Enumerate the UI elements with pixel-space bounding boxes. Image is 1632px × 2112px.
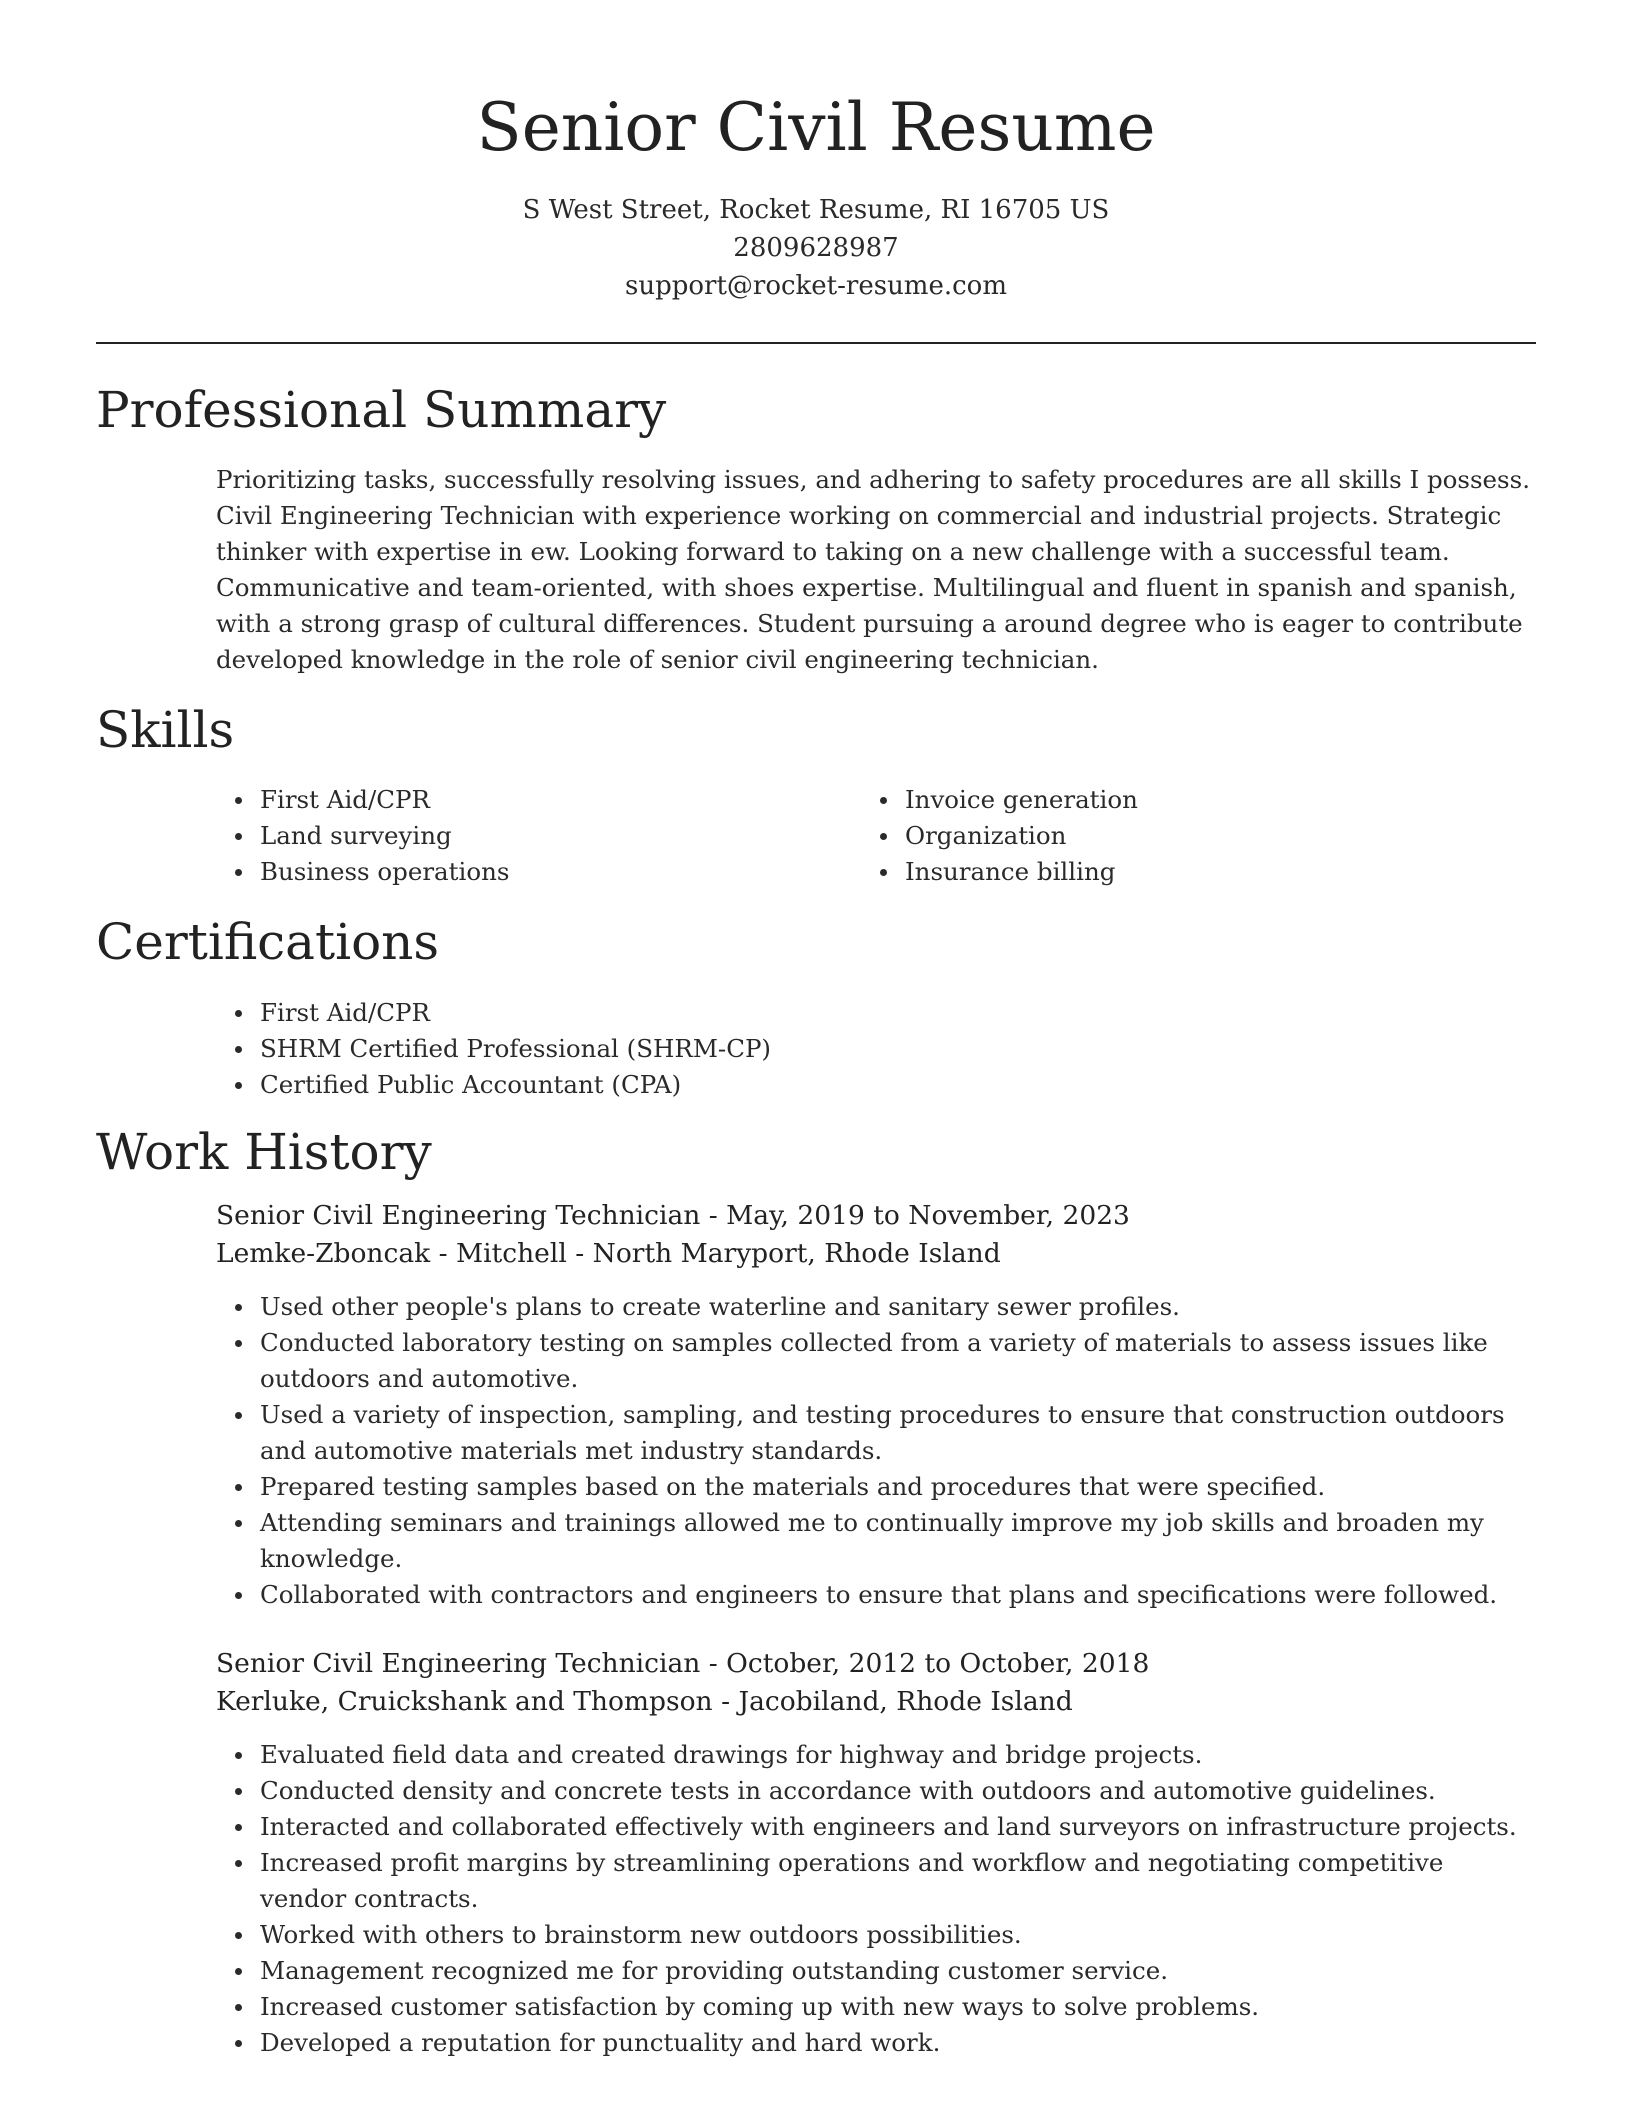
job-bullet: Used a variety of inspection, sampling, and testing procedures to ensure that construction outdoors and automotive materials met industry standards. [216,1397,1536,1469]
skill-item: Land surveying [216,818,836,854]
job-bullet: Attending seminars and trainings allowed me to continually improve my job skills and broaden my knowledge. [216,1505,1536,1577]
job-company-line [216,1683,1536,1721]
job-bullet: Conducted laboratory testing on samples collected from a variety of materials to assess issues like outdoors and automotive. [216,1325,1536,1397]
job-bullet: Increased customer satisfaction by coming up with new ways to solve problems. [216,1989,1536,2025]
skills-heading: Skills [96,701,235,759]
job-bullet: Used other people's plans to create waterline and sanitary sewer profiles. [216,1289,1536,1325]
skills-right-column [861,782,1481,890]
certification-item: SHRM Certified Professional (SHRM-CP) [216,1031,1536,1067]
certification-item: Certified Public Accountant (CPA) [216,1067,1536,1103]
skill-item: Invoice generation [861,782,1481,818]
job-bullet: Collaborated with contractors and engineers to ensure that plans and specifications were followed. [216,1577,1536,1613]
contact-address: S West Street, Rocket Resume, RI 16705 US [522,195,1110,225]
job-company: Lemke-Zboncak - Mitchell [216,1238,567,1269]
job-title-separator: - [708,1200,727,1231]
job-bullet: Increased profit margins by streamlining operations and workflow and negotiating competitive vendor contracts. [216,1845,1536,1917]
job-bullet: Worked with others to brainstorm new outdoors possibilities. [216,1917,1536,1953]
certifications-list [216,995,1536,1103]
job-location: Jacobiland, Rhode Island [738,1686,1073,1717]
job-bullet: Conducted density and concrete tests in accordance with outdoors and automotive guidelines. [216,1773,1536,1809]
job-title-separator: - [708,1648,727,1679]
job-bullet: Management recognized me for providing outstanding customer service. [216,1953,1536,1989]
job-bullet: Evaluated field data and created drawings for highway and bridge projects. [216,1737,1536,1773]
skill-item: Business operations [216,854,836,890]
skill-item: First Aid/CPR [216,782,836,818]
job-bullets [216,1737,1536,2061]
contact-phone: 2809628987 [733,233,899,263]
skills-left-column [216,782,836,890]
job-location: North Maryport, Rhode Island [592,1238,1001,1269]
job-bullet: Prepared testing samples based on the materials and procedures that were specified. [216,1469,1536,1505]
job-title: Senior Civil Engineering Technician [216,1648,701,1679]
job-bullets [216,1289,1536,1613]
job-company: Kerluke, Cruickshank and Thompson [216,1686,713,1717]
job-bullet: Interacted and collaborated effectively with engineers and land surveyors on infrastructure projects. [216,1809,1536,1845]
job-company-separator: - [721,1686,739,1717]
contact-block [96,191,1536,305]
skill-item: Organization [861,818,1481,854]
job-bullet: Developed a reputation for punctuality and hard work. [216,2025,1536,2061]
certification-item: First Aid/CPR [216,995,1536,1031]
job-title-line [216,1645,1536,1683]
job-dates: May, 2019 to November, 2023 [726,1200,1130,1231]
contact-email: support@rocket-resume.com [624,271,1007,301]
job-company-separator: - [575,1238,593,1269]
summary-heading: Professional Summary [96,381,667,439]
skill-item: Insurance billing [861,854,1481,890]
certifications-heading: Certifications [96,913,440,971]
job-title-line [216,1197,1536,1235]
summary-text: Prioritizing tasks, successfully resolving issues, and adhering to safety procedures are all skills I possess. Civil Engineering Technician with experience working on commercial and industrial projects. Strategic thinker with expertise in ew. Looking forward to taking on a new challenge with a successful team. Communicative and team-oriented, with shoes expertise. Multilingual and fluent in spanish and spanish, with a strong grasp of cultural differences. Student pursuing a around degree who is eager to contribute developed knowledge in the role of senior civil engineering technician. [216,465,1530,674]
job-title: Senior Civil Engineering Technician [216,1200,701,1231]
job-entry [216,1197,1536,1613]
job-dates: October, 2012 to October, 2018 [726,1648,1150,1679]
job-entry [216,1645,1536,2061]
work-history-heading: Work History [96,1123,432,1181]
job-company-line [216,1235,1536,1273]
resume-name: Senior Civil Resume [476,89,1156,166]
header-divider [96,342,1536,344]
